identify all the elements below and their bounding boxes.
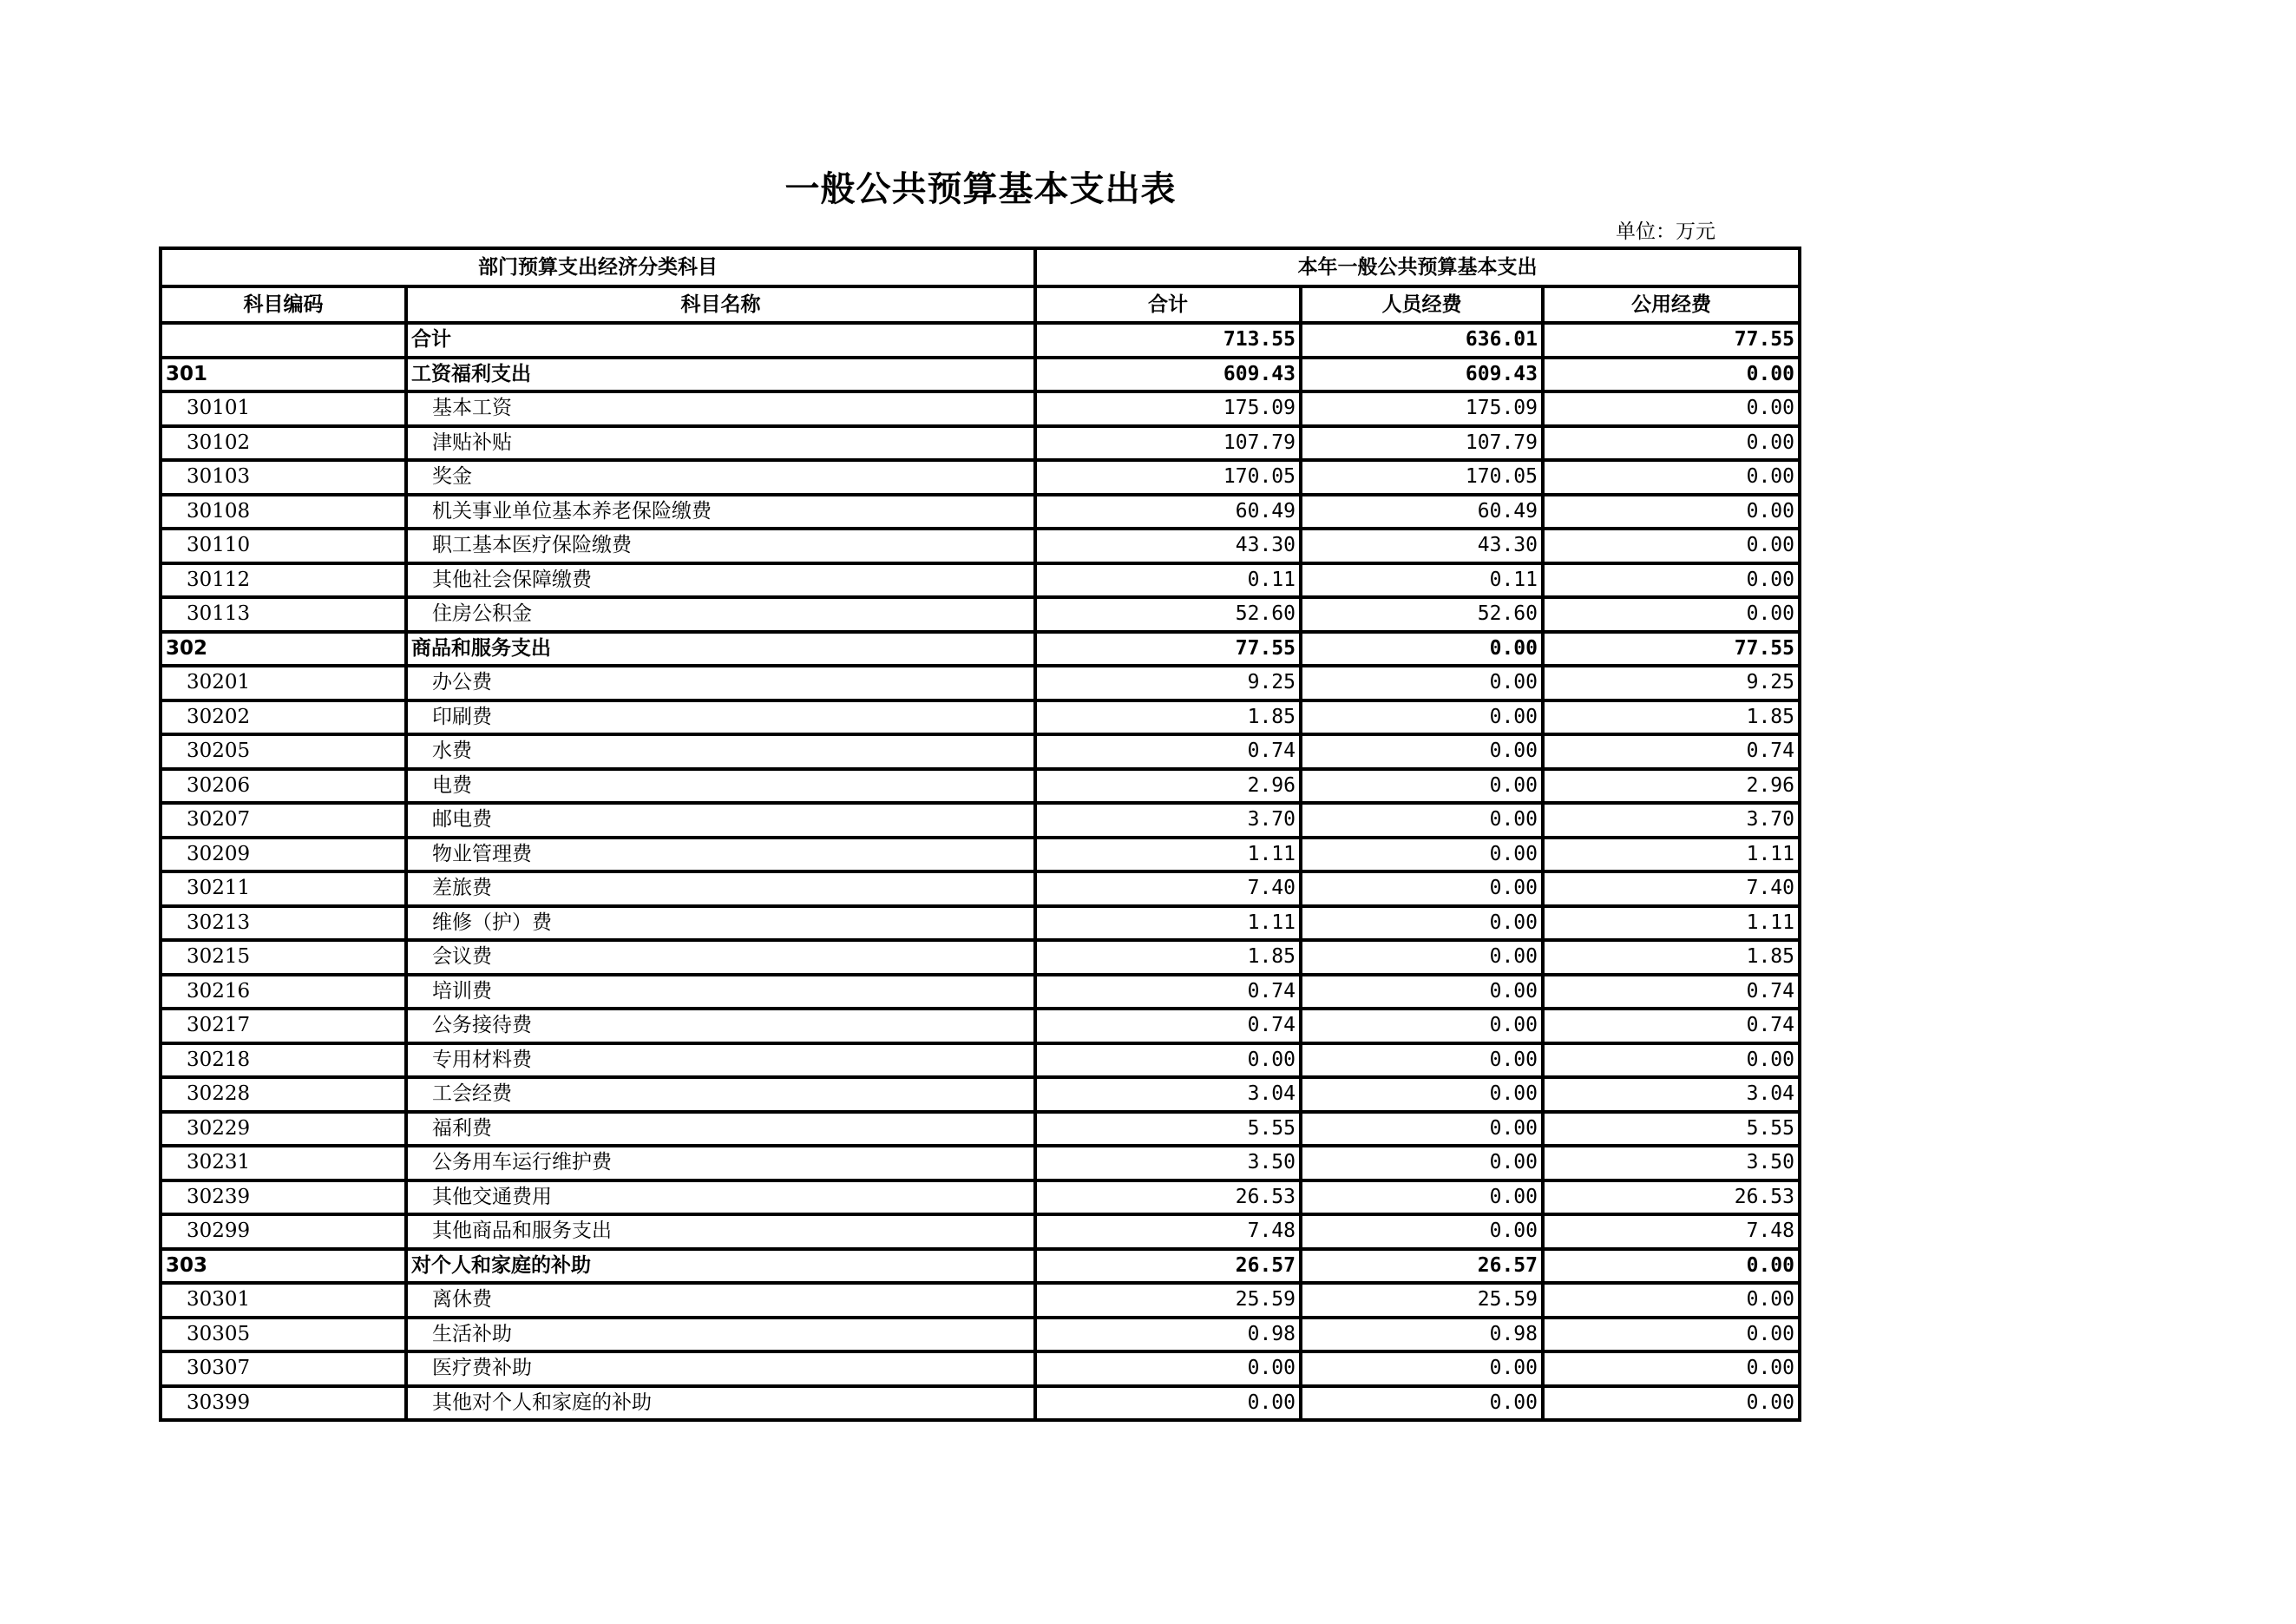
cell-total: 0.11 xyxy=(1035,563,1301,598)
table-row xyxy=(161,1318,1800,1352)
cell-public: 0.74 xyxy=(1543,975,1800,1009)
budget-table xyxy=(159,247,1801,1422)
cell-name: 奖金 xyxy=(406,460,1035,495)
cell-name: 工资福利支出 xyxy=(406,358,1035,392)
cell-public: 1.85 xyxy=(1543,940,1800,975)
cell-personnel: 0.00 xyxy=(1301,803,1543,838)
column-header-personnel: 人员经费 xyxy=(1301,286,1543,323)
cell-total: 1.11 xyxy=(1035,838,1301,872)
column-header-row xyxy=(161,286,1800,323)
cell-total: 0.00 xyxy=(1035,1351,1301,1386)
cell-personnel: 0.00 xyxy=(1301,1351,1543,1386)
cell-total: 0.74 xyxy=(1035,734,1301,769)
cell-code: 30215 xyxy=(161,940,406,975)
cell-public: 0.74 xyxy=(1543,1009,1800,1043)
cell-name: 职工基本医疗保险缴费 xyxy=(406,529,1035,563)
cell-personnel: 0.00 xyxy=(1301,734,1543,769)
cell-code: 30201 xyxy=(161,666,406,700)
cell-name: 离休费 xyxy=(406,1283,1035,1318)
cell-code: 30239 xyxy=(161,1180,406,1215)
cell-name: 会议费 xyxy=(406,940,1035,975)
cell-code: 30305 xyxy=(161,1318,406,1352)
page-title: 一般公共预算基本支出表 xyxy=(784,169,1177,209)
table-row xyxy=(161,975,1800,1009)
cell-personnel: 52.60 xyxy=(1301,597,1543,632)
cell-public: 0.00 xyxy=(1543,495,1800,529)
cell-total: 0.00 xyxy=(1035,1386,1301,1421)
cell-personnel: 0.00 xyxy=(1301,975,1543,1009)
cell-public: 9.25 xyxy=(1543,666,1800,700)
cell-code xyxy=(161,323,406,358)
cell-total: 52.60 xyxy=(1035,597,1301,632)
cell-name: 印刷费 xyxy=(406,700,1035,735)
cell-code: 30209 xyxy=(161,838,406,872)
total-row xyxy=(161,323,1800,358)
column-header-total: 合计 xyxy=(1035,286,1301,323)
cell-code: 302 xyxy=(161,632,406,667)
cell-personnel: 0.00 xyxy=(1301,940,1543,975)
table-row xyxy=(161,803,1800,838)
table-row xyxy=(161,1009,1800,1043)
cell-public: 0.00 xyxy=(1543,1318,1800,1352)
cell-total: 0.00 xyxy=(1035,1043,1301,1078)
table-row xyxy=(161,769,1800,804)
cell-personnel: 0.00 xyxy=(1301,1146,1543,1180)
cell-name: 办公费 xyxy=(406,666,1035,700)
cell-personnel: 0.00 xyxy=(1301,1214,1543,1249)
cell-public: 0.00 xyxy=(1543,529,1800,563)
cell-code: 30307 xyxy=(161,1351,406,1386)
table-row xyxy=(161,563,1800,598)
cell-code: 30299 xyxy=(161,1214,406,1249)
cell-public: 3.50 xyxy=(1543,1146,1800,1180)
cell-personnel: 636.01 xyxy=(1301,323,1543,358)
cell-code: 30202 xyxy=(161,700,406,735)
cell-total: 26.53 xyxy=(1035,1180,1301,1215)
table-row xyxy=(161,940,1800,975)
table-row xyxy=(161,597,1800,632)
category-row xyxy=(161,1249,1800,1284)
table-row xyxy=(161,1146,1800,1180)
column-header-public: 公用经费 xyxy=(1543,286,1800,323)
cell-public: 0.74 xyxy=(1543,734,1800,769)
cell-public: 0.00 xyxy=(1543,1351,1800,1386)
cell-name: 电费 xyxy=(406,769,1035,804)
group-header-row xyxy=(161,248,1800,286)
cell-personnel: 0.98 xyxy=(1301,1318,1543,1352)
group-header-classification: 部门预算支出经济分类科目 xyxy=(161,248,1035,286)
cell-personnel: 43.30 xyxy=(1301,529,1543,563)
cell-code: 30229 xyxy=(161,1112,406,1147)
cell-total: 1.85 xyxy=(1035,940,1301,975)
cell-code: 30103 xyxy=(161,460,406,495)
cell-total: 26.57 xyxy=(1035,1249,1301,1284)
cell-name: 培训费 xyxy=(406,975,1035,1009)
cell-personnel: 0.00 xyxy=(1301,1043,1543,1078)
cell-name: 其他社会保障缴费 xyxy=(406,563,1035,598)
cell-name: 福利费 xyxy=(406,1112,1035,1147)
cell-personnel: 26.57 xyxy=(1301,1249,1543,1284)
cell-code: 30217 xyxy=(161,1009,406,1043)
cell-name: 其他对个人和家庭的补助 xyxy=(406,1386,1035,1421)
cell-public: 0.00 xyxy=(1543,1283,1800,1318)
cell-name: 津贴补贴 xyxy=(406,426,1035,461)
cell-total: 60.49 xyxy=(1035,495,1301,529)
cell-name: 生活补助 xyxy=(406,1318,1035,1352)
table-row xyxy=(161,734,1800,769)
cell-public: 1.11 xyxy=(1543,906,1800,941)
cell-personnel: 0.00 xyxy=(1301,769,1543,804)
cell-name: 水费 xyxy=(406,734,1035,769)
cell-code: 30301 xyxy=(161,1283,406,1318)
cell-code: 30228 xyxy=(161,1077,406,1112)
table-row xyxy=(161,1283,1800,1318)
cell-code: 30218 xyxy=(161,1043,406,1078)
cell-total: 175.09 xyxy=(1035,391,1301,426)
table-row xyxy=(161,391,1800,426)
cell-total: 3.70 xyxy=(1035,803,1301,838)
cell-code: 30213 xyxy=(161,906,406,941)
table-row xyxy=(161,1386,1800,1421)
cell-public: 2.96 xyxy=(1543,769,1800,804)
table-row xyxy=(161,1077,1800,1112)
cell-total: 3.50 xyxy=(1035,1146,1301,1180)
cell-personnel: 0.11 xyxy=(1301,563,1543,598)
cell-name: 工会经费 xyxy=(406,1077,1035,1112)
cell-public: 0.00 xyxy=(1543,460,1800,495)
cell-total: 3.04 xyxy=(1035,1077,1301,1112)
cell-public: 7.48 xyxy=(1543,1214,1800,1249)
cell-personnel: 609.43 xyxy=(1301,358,1543,392)
cell-total: 25.59 xyxy=(1035,1283,1301,1318)
column-header-name: 科目名称 xyxy=(406,286,1035,323)
table-row xyxy=(161,871,1800,906)
cell-personnel: 60.49 xyxy=(1301,495,1543,529)
table-row xyxy=(161,666,1800,700)
cell-name: 公务接待费 xyxy=(406,1009,1035,1043)
cell-name: 邮电费 xyxy=(406,803,1035,838)
cell-total: 77.55 xyxy=(1035,632,1301,667)
cell-public: 3.70 xyxy=(1543,803,1800,838)
cell-name: 其他商品和服务支出 xyxy=(406,1214,1035,1249)
cell-name: 维修（护）费 xyxy=(406,906,1035,941)
cell-total: 43.30 xyxy=(1035,529,1301,563)
cell-name: 合计 xyxy=(406,323,1035,358)
cell-name: 公务用车运行维护费 xyxy=(406,1146,1035,1180)
cell-total: 7.40 xyxy=(1035,871,1301,906)
cell-personnel: 0.00 xyxy=(1301,632,1543,667)
cell-code: 301 xyxy=(161,358,406,392)
cell-name: 对个人和家庭的补助 xyxy=(406,1249,1035,1284)
cell-public: 0.00 xyxy=(1543,597,1800,632)
cell-code: 30216 xyxy=(161,975,406,1009)
cell-personnel: 0.00 xyxy=(1301,1077,1543,1112)
cell-personnel: 175.09 xyxy=(1301,391,1543,426)
cell-public: 77.55 xyxy=(1543,632,1800,667)
cell-total: 170.05 xyxy=(1035,460,1301,495)
cell-personnel: 0.00 xyxy=(1301,1112,1543,1147)
table-row xyxy=(161,1112,1800,1147)
cell-personnel: 25.59 xyxy=(1301,1283,1543,1318)
cell-public: 0.00 xyxy=(1543,426,1800,461)
cell-code: 30207 xyxy=(161,803,406,838)
cell-code: 30206 xyxy=(161,769,406,804)
cell-code: 30110 xyxy=(161,529,406,563)
cell-personnel: 0.00 xyxy=(1301,700,1543,735)
cell-name: 其他交通费用 xyxy=(406,1180,1035,1215)
cell-code: 30211 xyxy=(161,871,406,906)
cell-public: 0.00 xyxy=(1543,1249,1800,1284)
cell-code: 30108 xyxy=(161,495,406,529)
cell-name: 商品和服务支出 xyxy=(406,632,1035,667)
table-row xyxy=(161,1214,1800,1249)
cell-public: 0.00 xyxy=(1543,391,1800,426)
cell-public: 5.55 xyxy=(1543,1112,1800,1147)
table-row xyxy=(161,460,1800,495)
table-row xyxy=(161,529,1800,563)
cell-public: 0.00 xyxy=(1543,563,1800,598)
cell-public: 0.00 xyxy=(1543,1386,1800,1421)
cell-public: 77.55 xyxy=(1543,323,1800,358)
cell-total: 7.48 xyxy=(1035,1214,1301,1249)
table-row xyxy=(161,906,1800,941)
table-row xyxy=(161,838,1800,872)
cell-public: 1.11 xyxy=(1543,838,1800,872)
cell-name: 物业管理费 xyxy=(406,838,1035,872)
cell-personnel: 0.00 xyxy=(1301,1009,1543,1043)
cell-name: 机关事业单位基本养老保险缴费 xyxy=(406,495,1035,529)
table-body xyxy=(161,323,1800,1420)
table-row xyxy=(161,1351,1800,1386)
cell-name: 差旅费 xyxy=(406,871,1035,906)
cell-personnel: 0.00 xyxy=(1301,871,1543,906)
unit-label: 单位：万元 xyxy=(1616,220,1715,243)
cell-code: 30101 xyxy=(161,391,406,426)
cell-code: 30231 xyxy=(161,1146,406,1180)
cell-total: 2.96 xyxy=(1035,769,1301,804)
cell-code: 30112 xyxy=(161,563,406,598)
cell-personnel: 0.00 xyxy=(1301,838,1543,872)
cell-personnel: 170.05 xyxy=(1301,460,1543,495)
cell-name: 基本工资 xyxy=(406,391,1035,426)
cell-total: 5.55 xyxy=(1035,1112,1301,1147)
category-row xyxy=(161,632,1800,667)
cell-public: 26.53 xyxy=(1543,1180,1800,1215)
cell-code: 30102 xyxy=(161,426,406,461)
cell-total: 0.74 xyxy=(1035,1009,1301,1043)
cell-name: 医疗费补助 xyxy=(406,1351,1035,1386)
cell-personnel: 107.79 xyxy=(1301,426,1543,461)
cell-total: 609.43 xyxy=(1035,358,1301,392)
cell-total: 0.98 xyxy=(1035,1318,1301,1352)
cell-personnel: 0.00 xyxy=(1301,1386,1543,1421)
column-header-code: 科目编码 xyxy=(161,286,406,323)
cell-code: 30399 xyxy=(161,1386,406,1421)
cell-code: 30205 xyxy=(161,734,406,769)
cell-public: 7.40 xyxy=(1543,871,1800,906)
cell-total: 9.25 xyxy=(1035,666,1301,700)
cell-total: 1.11 xyxy=(1035,906,1301,941)
cell-total: 713.55 xyxy=(1035,323,1301,358)
cell-total: 0.74 xyxy=(1035,975,1301,1009)
table-row xyxy=(161,495,1800,529)
cell-public: 3.04 xyxy=(1543,1077,1800,1112)
table-row xyxy=(161,700,1800,735)
cell-code: 30113 xyxy=(161,597,406,632)
cell-public: 0.00 xyxy=(1543,1043,1800,1078)
cell-personnel: 0.00 xyxy=(1301,1180,1543,1215)
group-header-expenditure: 本年一般公共预算基本支出 xyxy=(1035,248,1800,286)
table-row xyxy=(161,426,1800,461)
cell-personnel: 0.00 xyxy=(1301,906,1543,941)
cell-public: 0.00 xyxy=(1543,358,1800,392)
cell-public: 1.85 xyxy=(1543,700,1800,735)
cell-personnel: 0.00 xyxy=(1301,666,1543,700)
cell-total: 107.79 xyxy=(1035,426,1301,461)
table-row xyxy=(161,1180,1800,1215)
table-row xyxy=(161,1043,1800,1078)
cell-name: 专用材料费 xyxy=(406,1043,1035,1078)
cell-name: 住房公积金 xyxy=(406,597,1035,632)
cell-code: 303 xyxy=(161,1249,406,1284)
cell-total: 1.85 xyxy=(1035,700,1301,735)
category-row xyxy=(161,358,1800,392)
